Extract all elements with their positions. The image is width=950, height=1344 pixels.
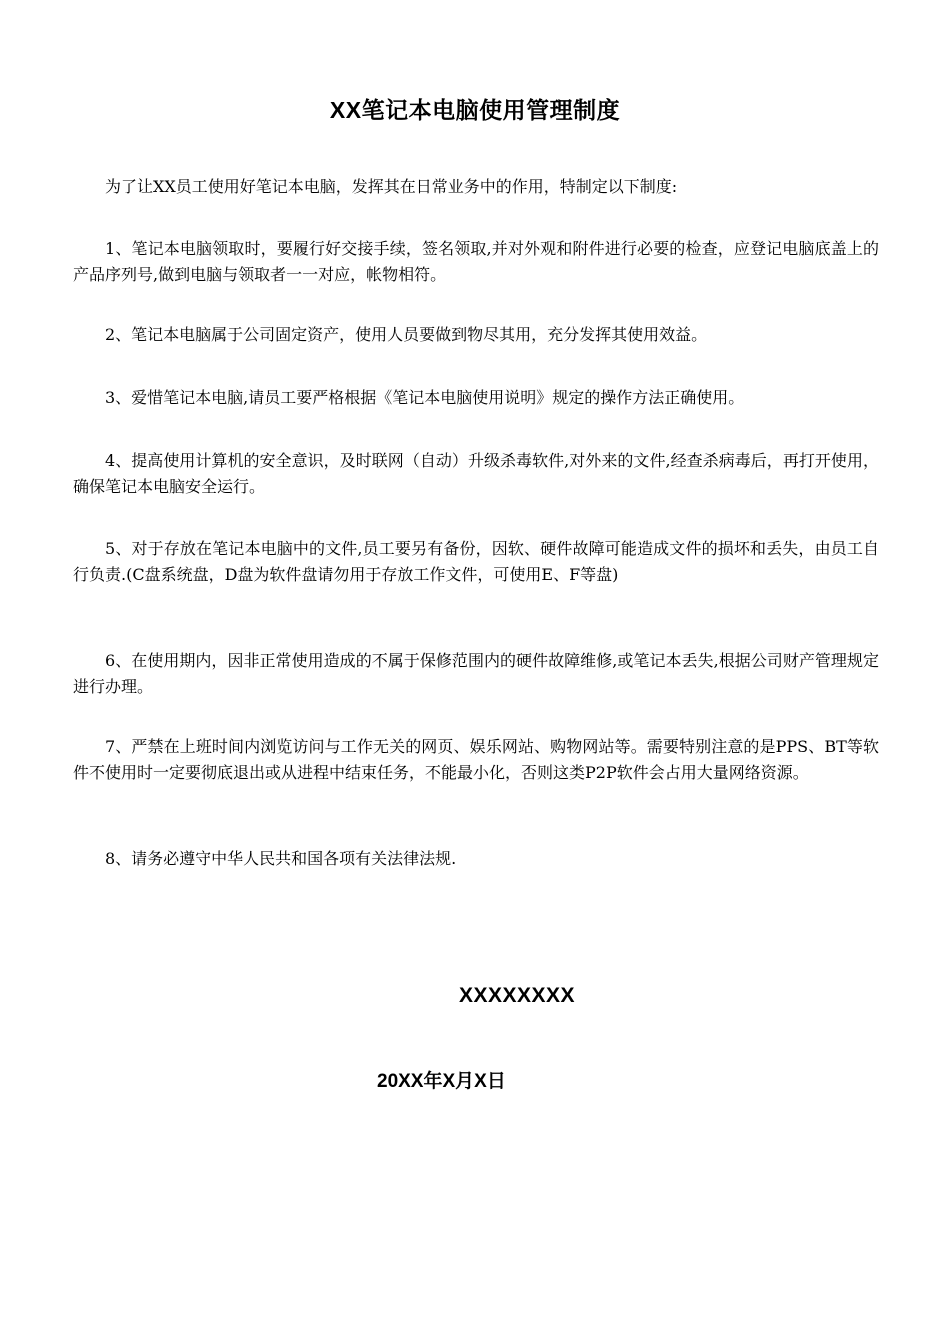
rule-item-1: 1、笔记本电脑领取时，要履行好交接手续，签名领取,并对外观和附件进行必要的检查，应登记电脑底盖上的产品序列号,做到电脑与领取者一一对应，帐物相符。	[73, 239, 879, 284]
rule-item-6: 6、在使用期内，因非正常使用造成的不属于保修范围内的硬件故障维修,或笔记本丢失,根据公司财产管理规定进行办理。	[73, 651, 879, 696]
signature: XXXXXXXX	[459, 984, 576, 1007]
document-date: 20XX年X月X日	[377, 1071, 506, 1092]
rule-item-7: 7、严禁在上班时间内浏览访问与工作无关的网页、娱乐网站、购物网站等。需要特别注意的是PPS、BT等软件不使用时一定要彻底退出或从进程中结束任务，不能最小化，否则这类P2P软件会占用大量网络资源。	[73, 737, 879, 782]
rule-item-4: 4、提高使用计算机的安全意识，及时联网（自动）升级杀毒软件,对外来的文件,经查杀病毒后，再打开使用，确保笔记本电脑安全运行。	[73, 451, 879, 496]
document-title: XX笔记本电脑使用管理制度	[329, 97, 621, 123]
rule-item-8: 8、请务必遵守中华人民共和国各项有关法律法规.	[105, 849, 457, 868]
intro-paragraph: 为了让XX员工使用好笔记本电脑，发挥其在日常业务中的作用，特制定以下制度:	[105, 177, 678, 196]
rule-item-2: 2、笔记本电脑属于公司固定资产，使用人员要做到物尽其用，充分发挥其使用效益。	[105, 325, 708, 344]
rule-item-5: 5、对于存放在笔记本电脑中的文件,员工要另有备份，因软、硬件故障可能造成文件的损坏和丢失，由员工自行负责.(C盘系统盘，D盘为软件盘请勿用于存放工作文件，可使用E、F等盘)	[73, 539, 879, 584]
rule-item-3: 3、爱惜笔记本电脑,请员工要严格根据《笔记本电脑使用说明》规定的操作方法正确使用。	[105, 388, 745, 407]
